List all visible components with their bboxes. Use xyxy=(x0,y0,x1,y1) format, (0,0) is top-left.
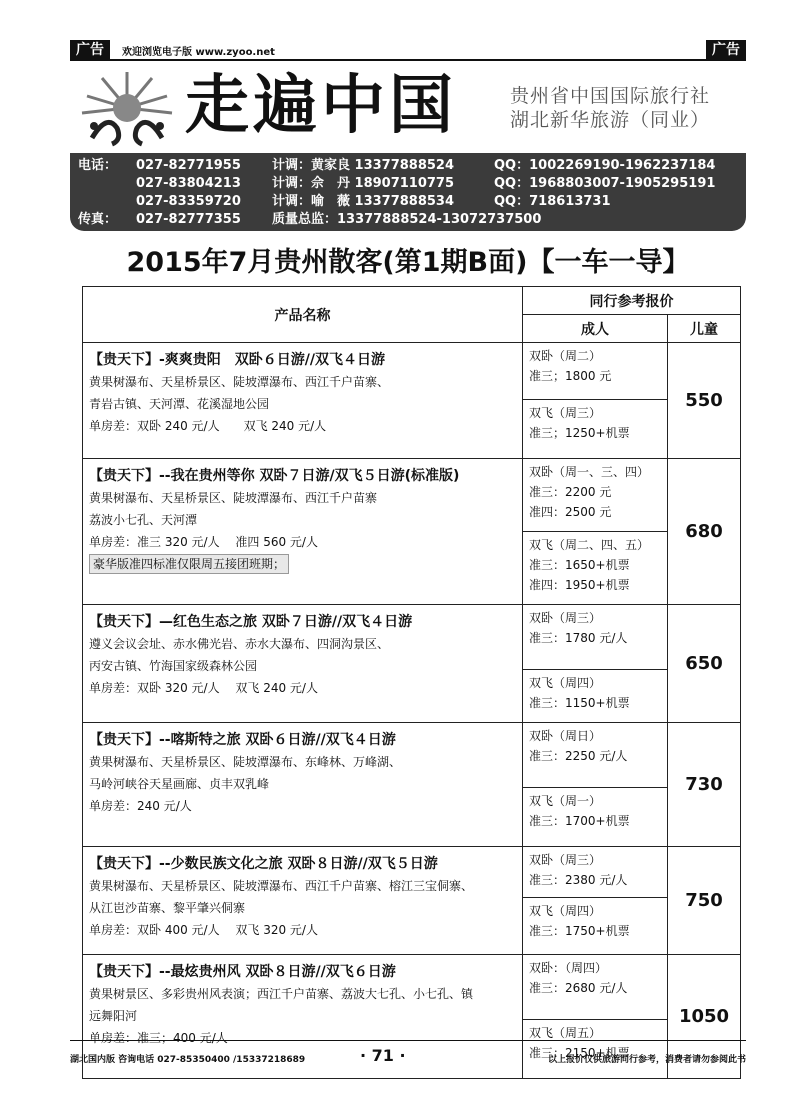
product-title: 【贵天下】—红色生态之旅 双卧７日游//双飞４日游 xyxy=(89,614,413,630)
header-price: 同行参考报价 xyxy=(523,287,741,315)
contact-qq: QQ：1002269190-1962237184 xyxy=(494,158,716,173)
page-number: · 71 · xyxy=(360,1046,406,1065)
product-detail-line: 黄果树瀑布、天星桥景区、陡坡潭瀑布、西江千户苗寨、 xyxy=(89,375,390,389)
adult-price-sleeper xyxy=(523,343,668,400)
adult-price-sleeper xyxy=(523,605,668,670)
product-cell xyxy=(83,343,523,459)
child-price: 750 xyxy=(668,847,741,955)
top-bar xyxy=(70,40,746,60)
table-row xyxy=(83,847,741,898)
adult-price-flight xyxy=(523,532,668,605)
product-cell xyxy=(83,723,523,847)
product-detail-line: 单房差：准三；400 元/人 xyxy=(89,1031,228,1045)
product-cell xyxy=(83,459,523,605)
price-line: 双飞（周五） xyxy=(529,1026,602,1040)
footer-right-text: 以上报价仅供旅游同行参考，消费者请勿参阅此书 xyxy=(547,1055,746,1065)
price-line: 准三：1780 元/人 xyxy=(529,631,628,645)
product-detail-line: 黄果树瀑布、天星桥景区、陡坡潭瀑布、西江千户苗寨、榕江三宝侗寨、 xyxy=(89,879,474,893)
contact-qq: QQ：718613731 xyxy=(494,194,611,209)
child-price: 1050 xyxy=(668,955,741,1079)
sun-dancers-logo-icon xyxy=(72,68,182,148)
footer-divider xyxy=(70,1040,746,1041)
product-detail-line: 荔波小七孔、天河潭 xyxy=(89,513,198,527)
phone-label: 电话： xyxy=(78,158,118,173)
contact-role: 计调：喻 薇 13377888534 xyxy=(272,194,455,209)
price-line: 准三；1800 元 xyxy=(529,369,612,383)
contact-number: 027-82777355 xyxy=(136,212,241,227)
price-line: 准三：1700+机票 xyxy=(529,814,630,828)
table-row xyxy=(83,459,741,532)
adult-price-sleeper xyxy=(523,459,668,532)
price-line: 双卧：（周四） xyxy=(529,961,608,975)
product-detail-line: 丙安古镇、竹海国家级森林公园 xyxy=(89,659,258,673)
header xyxy=(70,62,746,152)
contact-number: 027-83804213 xyxy=(136,176,241,191)
footer xyxy=(70,1040,746,1070)
child-price: 550 xyxy=(668,343,741,459)
product-detail-line: 从江岜沙苗寨、黎平肇兴侗寨 xyxy=(89,901,246,915)
top-divider xyxy=(70,59,746,61)
price-line: 准三：1750+机票 xyxy=(529,924,630,938)
agency-name-1: 贵州省中国国际旅行社 xyxy=(510,85,711,107)
price-line: 双飞（周一） xyxy=(529,794,602,808)
adult-price-flight xyxy=(523,670,668,723)
ad-tag-left: 广告 xyxy=(70,40,110,60)
adult-price-flight xyxy=(523,788,668,847)
price-line: 准三：2680 元/人 xyxy=(529,981,628,995)
table-row xyxy=(83,723,741,788)
price-line: 双卧（周一、三、四） xyxy=(529,465,650,479)
adult-price-flight xyxy=(523,400,668,459)
price-line: 准三；1250+机票 xyxy=(529,426,630,440)
price-line: 准四：2500 元 xyxy=(529,505,612,519)
product-detail-line: 黄果树瀑布、天星桥景区、陡坡潭瀑布、西江千户苗寨 xyxy=(89,491,378,505)
table-row xyxy=(83,343,741,400)
header-product: 产品名称 xyxy=(83,287,523,343)
table-row xyxy=(83,955,741,1020)
price-line: 准三：2250 元/人 xyxy=(529,749,628,763)
contact-role: 质量总监：13377888524-13072737500 xyxy=(272,212,542,227)
agency-names xyxy=(510,84,710,132)
product-detail-line: 黄果树景区、多彩贵州风表演；西江千户苗寨、荔波大七孔、小七孔、镇 xyxy=(89,987,474,1001)
price-line: 双卧（周二） xyxy=(529,349,602,363)
product-title: 【贵天下】--最炫贵州风 双卧８日游//双飞６日游 xyxy=(89,964,396,980)
contact-role: 计调：黄家良 13377888524 xyxy=(272,158,455,173)
price-line: 准四：1950+机票 xyxy=(529,578,630,592)
product-cell xyxy=(83,605,523,723)
adult-price-sleeper xyxy=(523,955,668,1020)
adult-price-sleeper xyxy=(523,847,668,898)
price-line: 双飞（周四） xyxy=(529,676,602,690)
price-line: 双飞（周四） xyxy=(529,904,602,918)
contact-panel xyxy=(70,153,746,231)
product-note: 豪华版准四标准仅限周五接团班期； xyxy=(89,554,289,574)
brand-logo-text: 走遍中国 xyxy=(185,68,457,143)
product-cell xyxy=(83,847,523,955)
product-title: 【贵天下】--少数民族文化之旅 双卧８日游//双飞５日游 xyxy=(89,856,438,872)
child-price: 680 xyxy=(668,459,741,605)
page-title: 2015年7月贵州散客(第1期B面)【一车一导】 xyxy=(126,247,690,278)
table-header-row xyxy=(83,287,741,315)
product-detail-line: 黄果树瀑布、天星桥景区、陡坡潭瀑布、东峰林、万峰湖、 xyxy=(89,755,402,769)
price-line: 准三：2200 元 xyxy=(529,485,612,499)
product-detail-line: 单房差：双卧 400 元/人 双飞 320 元/人 xyxy=(89,923,318,937)
welcome-text: 欢迎浏览电子版 www.zyoo.net xyxy=(122,47,275,58)
price-line: 准三：1150+机票 xyxy=(529,696,630,710)
product-detail-line: 单房差：准三 320 元/人 准四 560 元/人 xyxy=(89,535,318,549)
product-detail-line: 远舞阳河 xyxy=(89,1009,138,1023)
product-detail-line: 马岭河峡谷天星画廊、贞丰双乳峰 xyxy=(89,777,270,791)
price-line: 准三：2150+机票 xyxy=(529,1046,630,1060)
tour-price-table xyxy=(82,286,741,1079)
header-adult: 成人 xyxy=(523,315,668,343)
agency-name-2: 湖北新华旅游（同业） xyxy=(510,109,711,131)
price-line: 双卧（周三） xyxy=(529,611,602,625)
price-line: 准三：2380 元/人 xyxy=(529,873,628,887)
contact-role: 计调：佘 丹 18907110775 xyxy=(272,176,455,191)
price-line: 准三：1650+机票 xyxy=(529,558,630,572)
child-price: 650 xyxy=(668,605,741,723)
child-price: 730 xyxy=(668,723,741,847)
price-line: 双卧（周日） xyxy=(529,729,602,743)
price-line: 双飞（周二、四、五） xyxy=(529,538,650,552)
product-detail-line: 单房差：双卧 240 元/人 双飞 240 元/人 xyxy=(89,419,327,433)
header-child: 儿童 xyxy=(668,315,741,343)
adult-price-flight xyxy=(523,898,668,955)
fax-label: 传真： xyxy=(78,212,118,227)
contact-qq: QQ：1968803007-1905295191 xyxy=(494,176,716,191)
footer-left-text: 湖北国内版 咨询电话 027-85350400 /15337218689 xyxy=(70,1055,306,1065)
product-title: 【贵天下】-爽爽贵阳 双卧６日游//双飞４日游 xyxy=(89,352,386,368)
contact-number: 027-82771955 xyxy=(136,158,241,173)
product-detail-line: 青岩古镇、天河潭、花溪湿地公园 xyxy=(89,397,270,411)
contact-number: 027-83359720 xyxy=(136,194,241,209)
product-detail-line: 遵义会议会址、赤水佛光岩、赤水大瀑布、四洞沟景区、 xyxy=(89,637,390,651)
ad-tag-right: 广告 xyxy=(706,40,746,60)
table-row xyxy=(83,605,741,670)
product-detail-line: 单房差：双卧 320 元/人 双飞 240 元/人 xyxy=(89,681,318,695)
price-line: 双卧（周三） xyxy=(529,853,602,867)
product-detail-line: 单房差：240 元/人 xyxy=(89,799,192,813)
product-title: 【贵天下】--我在贵州等你 双卧７日游/双飞５日游(标准版) xyxy=(89,468,460,484)
product-title: 【贵天下】--喀斯特之旅 双卧６日游//双飞４日游 xyxy=(89,732,396,748)
adult-price-sleeper xyxy=(523,723,668,788)
price-line: 双飞（周三） xyxy=(529,406,602,420)
